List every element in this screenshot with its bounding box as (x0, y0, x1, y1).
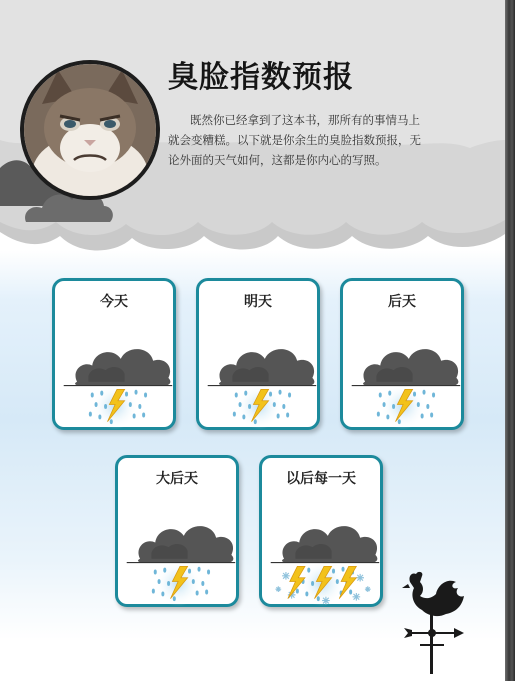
forecast-card (340, 278, 464, 430)
weathervane-rooster-icon (398, 570, 470, 678)
storm-cloud-rain-lightning-icon (58, 321, 176, 431)
forecast-day-label: 后天 (388, 294, 416, 310)
forecast-day-label: 今天 (100, 294, 128, 310)
forecast-card (52, 278, 176, 430)
forecast-day-label: 以后每一天 (286, 471, 356, 487)
forecast-card (196, 278, 320, 430)
storm-cloud-snow-lightning-icon (265, 498, 383, 608)
storm-cloud-rain-lightning-icon (121, 498, 239, 608)
forecast-day-label: 大后天 (156, 471, 198, 487)
page-title: 臭脸指数预报 (168, 60, 354, 95)
forecast-card (259, 455, 383, 607)
storm-cloud-rain-lightning-icon (202, 321, 320, 431)
forecast-card (115, 455, 239, 607)
forecast-day-label: 明天 (244, 294, 272, 310)
grumpy-cat-avatar (20, 60, 160, 200)
storm-cloud-rain-lightning-icon (346, 321, 464, 431)
intro-text: 既然你已经拿到了这本书，那所有的事情马上就会变糟糕。以下就是你余生的臭脸指数预报，无论外面的天气如何，这都是你内心的写照。 (168, 113, 421, 167)
page-edge (505, 0, 515, 681)
